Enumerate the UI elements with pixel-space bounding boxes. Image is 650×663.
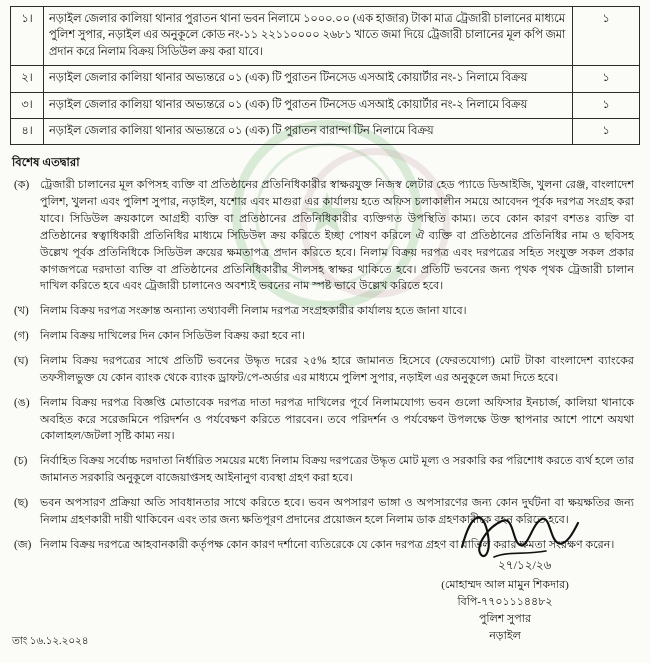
list-item — [12, 395, 636, 446]
list-item-marker: (ছ) — [14, 497, 29, 509]
list-item — [12, 453, 636, 487]
table-row — [11, 66, 640, 92]
table-row — [11, 118, 640, 144]
list-item-marker: (গ) — [14, 330, 29, 343]
signatory-name: (মোহাম্মদ আল মামুন শিকদার) — [441, 578, 569, 591]
table-row — [11, 92, 640, 118]
list-item-text: নির্বাহিত বিক্রয় সর্বোচ্চ দরদাতা নির্ধারিত সময়ের মধ্যে নিলাম বিক্রয় দরপত্রের উদ্ধৃত মোট মূল্য ও সরকারি কর পরিশোধ করতে ব্যর্থ হলে তার জামানত সরকারি অনুকূলে বাজেয়াপ্তসহ আইনানুগ ব্যবস্থা গ্রহণ করা হবে। — [40, 455, 634, 485]
list-item — [12, 495, 636, 529]
list-item — [12, 328, 636, 345]
row-quantity: ১ — [573, 92, 640, 118]
row-number: ২। — [11, 66, 44, 92]
list-item-text: নিলাম বিক্রয় দরপত্র সংক্রান্ত অন্যান্য তথ্যাবলী নিলাম দরপত্র সংগ্রহকারীর কার্যালয় হতে জানা যাবে। — [40, 305, 467, 318]
table-row — [11, 7, 640, 66]
signatory-designation: পুলিশ সুপার — [478, 612, 532, 625]
signatory-district: নড়াইল — [489, 629, 521, 642]
list-item-marker: (ঘ) — [14, 354, 29, 367]
notes-list — [10, 177, 640, 553]
signature-date: ২৭/১২/২৬ — [498, 558, 552, 572]
auction-items-table — [10, 6, 640, 145]
row-description: নড়াইল জেলার কালিয়া থানার পুরাতন থানা ভবন নিলামে ১০০০.০০ (এক হাজার) টাকা মাত্র ট্রেজারী চালানের মাধ্যমে পুলিশ সুপার, নড়াইল এর অনুকূলে কোড নং-১১ ২২১১০০০০ ২৬৮১ খাতে জমা দিয়ে ট্রেজারী চালানের মূল কপি জমা প্রদান করে নিলাম বিক্রয় সিডিউল ক্রয় করা যাবে। — [44, 7, 573, 66]
list-item — [12, 537, 636, 554]
list-item-marker: (খ) — [14, 305, 29, 318]
row-number: ৪। — [11, 118, 44, 144]
list-item-marker: (ঙ) — [14, 396, 30, 409]
list-item — [12, 177, 636, 295]
list-item-text: নিলাম বিক্রয় দাখিলের দিন কোন সিডিউল বিক্রয় করা হবে না। — [40, 330, 305, 343]
signature-block — [400, 577, 610, 645]
list-item — [12, 353, 636, 387]
list-item-text: নিলাম বিক্রয় দরপত্রের সাথে প্রতিটি ভবনের উদ্ধৃত দরের ২৫% হারে জামানত হিসেবে (ফেরতযোগ্য) মোট টাকা বাংলাদেশ ব্যাংকের তফসীলভুক্ত যে কোন ব্যাংক থেকে ব্যাংক ড্রাফট/পে-অর্ডার এর মাধ্যমে পুলিশ সুপার, নড়াইল এর অনুকূলে জমা দিতে হবে। — [40, 354, 634, 384]
footer-date: তাং ১৬.১২.২০২৪ — [12, 636, 89, 647]
list-item-text: ভবন অপসারণ প্রক্রিয়া অতি সাবধানতার সাথে করিতে হবে। ভবন অপসারণ ভাঙ্গা ও অপসারণের জন্য কোন দুর্ঘটনা বা ক্ষয়ক্ষতির জন্য নিলাম গ্রহণকারী দায়ী থাকিবেন এবং তার জন্য ক্ষতিপূরণ প্রদানের প্রয়োজন হলে নিলাম ডাক গ্রহণকারীকে বহন করিতে হবে। — [40, 497, 634, 526]
star-icon: ★ — [301, 182, 353, 247]
list-item — [12, 303, 636, 320]
list-item-text: নিলাম বিক্রয় দরপত্র বিজ্ঞপ্তি মোতাবেক দরপত্র দাতা দরপত্র দাখিলের পূর্বে নিলামযোগ্য ভবন গুলো অফিসার ইনচার্জ, কালিয়া থানাকে অবহিত করে সরেজমিনে পরিদর্শন ও পর্যবেক্ষণ করিতে পারবেন। তবে পরিদর্শন ও পর্যবেক্ষণ উপলক্ষে উক্ত স্থাপনার আশে পাশে অযথা কোলাহল/জটলা সৃষ্টি কাম্য নয়। — [40, 396, 634, 443]
row-description: নড়াইল জেলার কালিয়া থানার অভ্যন্তরে ০১ (এক) টি পুরাতন টিনসেড এসআই কোয়ার্টার নং-২ নিলামে বিক্রয় — [44, 92, 573, 118]
list-item-text: ট্রেজারী চালানের মূল কপিসহ ব্যক্তি বা প্রতিষ্ঠানের প্রতিনিধিকারীর স্বাক্ষরযুক্ত নিজস্ব লেটার হেড প্যাডে ডিআইজি, খুলনা রেঞ্জ, বাংলাদেশ পুলিশ, খুলনা এবং পুলিশ সুপার, নড়াইল, যশোর এবং মাগুরা এর কার্যালয় হতে অফিস চলাকালীন সময়ে আবেদন পূর্বক দরপত্র সংগ্রহ করা যাবে। সিডিউল ক্রয়কালে আগ্রহী ব্যক্তি বা প্রতিষ্ঠানের প্রতিনিধিকারীর ব্যক্তিগত উপস্থিতি কাম্য। তবে কোন কারণ বশতঃ ব্যক্তি বা প্রতিষ্ঠানের স্বত্বাধিকারী প্রতিনিধির মাধ্যমে সিডিউল ক্রয় করিতে ইচ্ছা পোষণ করিলে ঐ ব্যক্তি বা প্রতিষ্ঠানের প্রতিনিধির নাম ও ছবিসহ উল্লেখ পূর্বক প্রতিনিধিকে সিডিউল ক্রয়ের ক্ষমতাপত্র প্রদান করিতে হবে। নিলাম বিক্রয় দরপত্র এবং দরপত্রের সহিত সংযুক্ত সকল প্রকার কাগজপত্রে দরদাতা ব্যক্তি বা প্রতিষ্ঠানের প্রতিনিধিকারীর সীলসহ স্বাক্ষর থাকিতে হবে। প্রতিটি ভবনের জন্য পৃথক পৃথক ট্রেজারী চালান দাখিল করিতে হবে এবং ট্রেজারী চালানেও অবশ্যই ভবনের নাম স্পষ্ট ভাবে উল্লেখ করিতে হবে। — [40, 179, 634, 293]
row-quantity: ১ — [573, 66, 640, 92]
row-number: ১। — [11, 7, 44, 66]
row-description: নড়াইল জেলার কালিয়া থানার অভ্যন্তরে ০১ (এক) টি পুরাতন বারান্দা টিন নিলামে বিক্রয় — [44, 118, 573, 144]
row-quantity: ১ — [573, 7, 640, 66]
row-quantity: ১ — [573, 118, 640, 144]
row-description: নড়াইল জেলার কালিয়া থানার অভ্যন্তরে ০১ (এক) টি পুরাতন টিনসেড এসআই কোয়ার্টার নং-১ নিলামে বিক্রয় — [44, 66, 573, 92]
list-item-marker: (জ) — [14, 538, 32, 551]
list-item-text: নিলাম বিক্রয় দরপত্রে আহবানকারী কর্তৃপক্ষ কোন কারণ দর্শানো ব্যতিরেকে যে কোন দরপত্র গ্রহণ বা বাতিল করার ক্ষমতা সংরক্ষণ করেন। — [40, 538, 615, 551]
notes-heading: বিশেষ এতদ্বারা — [12, 157, 80, 170]
list-item-marker: (চ) — [14, 455, 28, 468]
row-number: ৩। — [11, 92, 44, 118]
signatory-bp-number: বিপি-৭৭০১১১৪৪৮২ — [457, 595, 553, 608]
list-item-marker: (ক) — [14, 179, 30, 192]
